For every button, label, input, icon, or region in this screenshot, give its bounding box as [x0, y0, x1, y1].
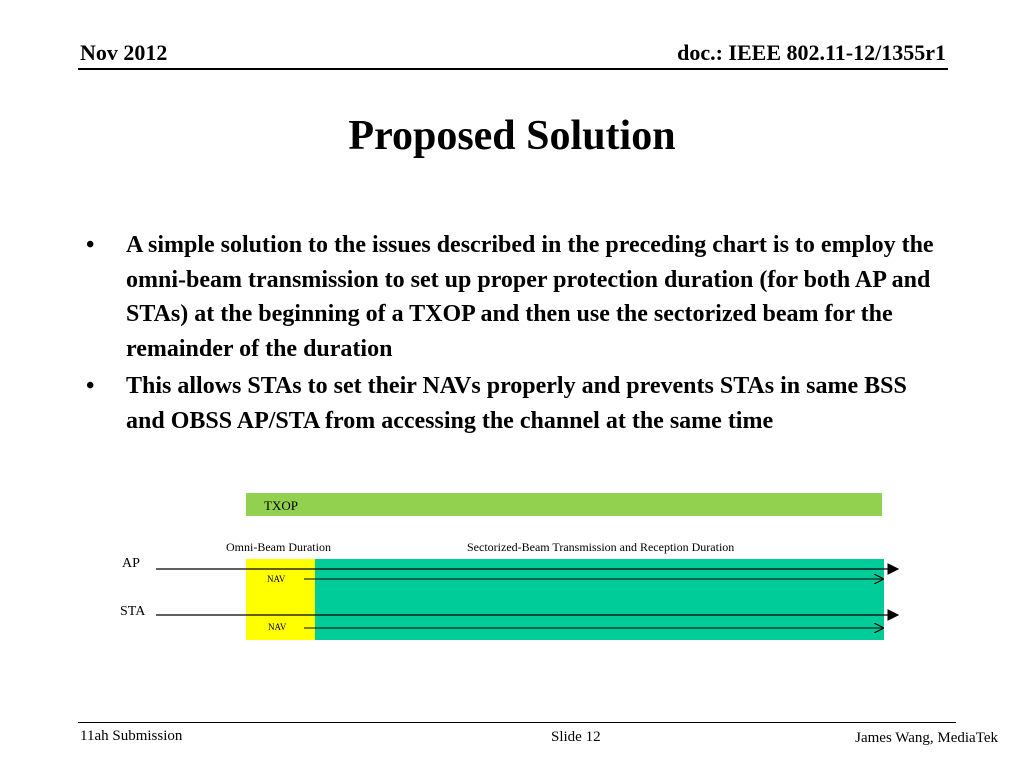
bullet-dot-icon: •: [86, 232, 95, 258]
ap-label: AP: [122, 556, 140, 571]
footer-author: James Wang, MediaTek: [855, 730, 998, 746]
txop-bar: [246, 493, 882, 516]
sector-duration-label: Sectorized-Beam Transmission and Reception Duration: [467, 540, 735, 554]
header-doc-id: doc.: IEEE 802.11-12/1355r1: [677, 40, 946, 65]
txop-label: TXOP: [264, 498, 298, 513]
bullet-text: A simple solution to the issues described in the preceding chart is to employ the omni-beam transmission to set up proper protection duration (for both AP and STAs) at the beginning of a TXOP and then use the sectorized beam for the remainder of the duration: [126, 232, 934, 362]
header-date: Nov 2012: [80, 40, 168, 65]
ap-nav-label: NAV: [267, 574, 286, 584]
sta-nav-label: NAV: [268, 622, 287, 632]
bullet-dot-icon: •: [86, 373, 95, 399]
slide-title: Proposed Solution: [348, 113, 676, 159]
omni-duration-label: Omni-Beam Duration: [226, 540, 331, 554]
footer-divider: [78, 722, 956, 723]
bullet-text: This allows STAs to set their NAVs properly and prevents STAs in same BSS and OBSS AP/STA from accessing the channel at the same time: [126, 373, 907, 434]
footer-slide-number: Slide 12: [551, 729, 601, 745]
footer-submission: 11ah Submission: [80, 728, 183, 744]
sta-label: STA: [120, 604, 146, 619]
